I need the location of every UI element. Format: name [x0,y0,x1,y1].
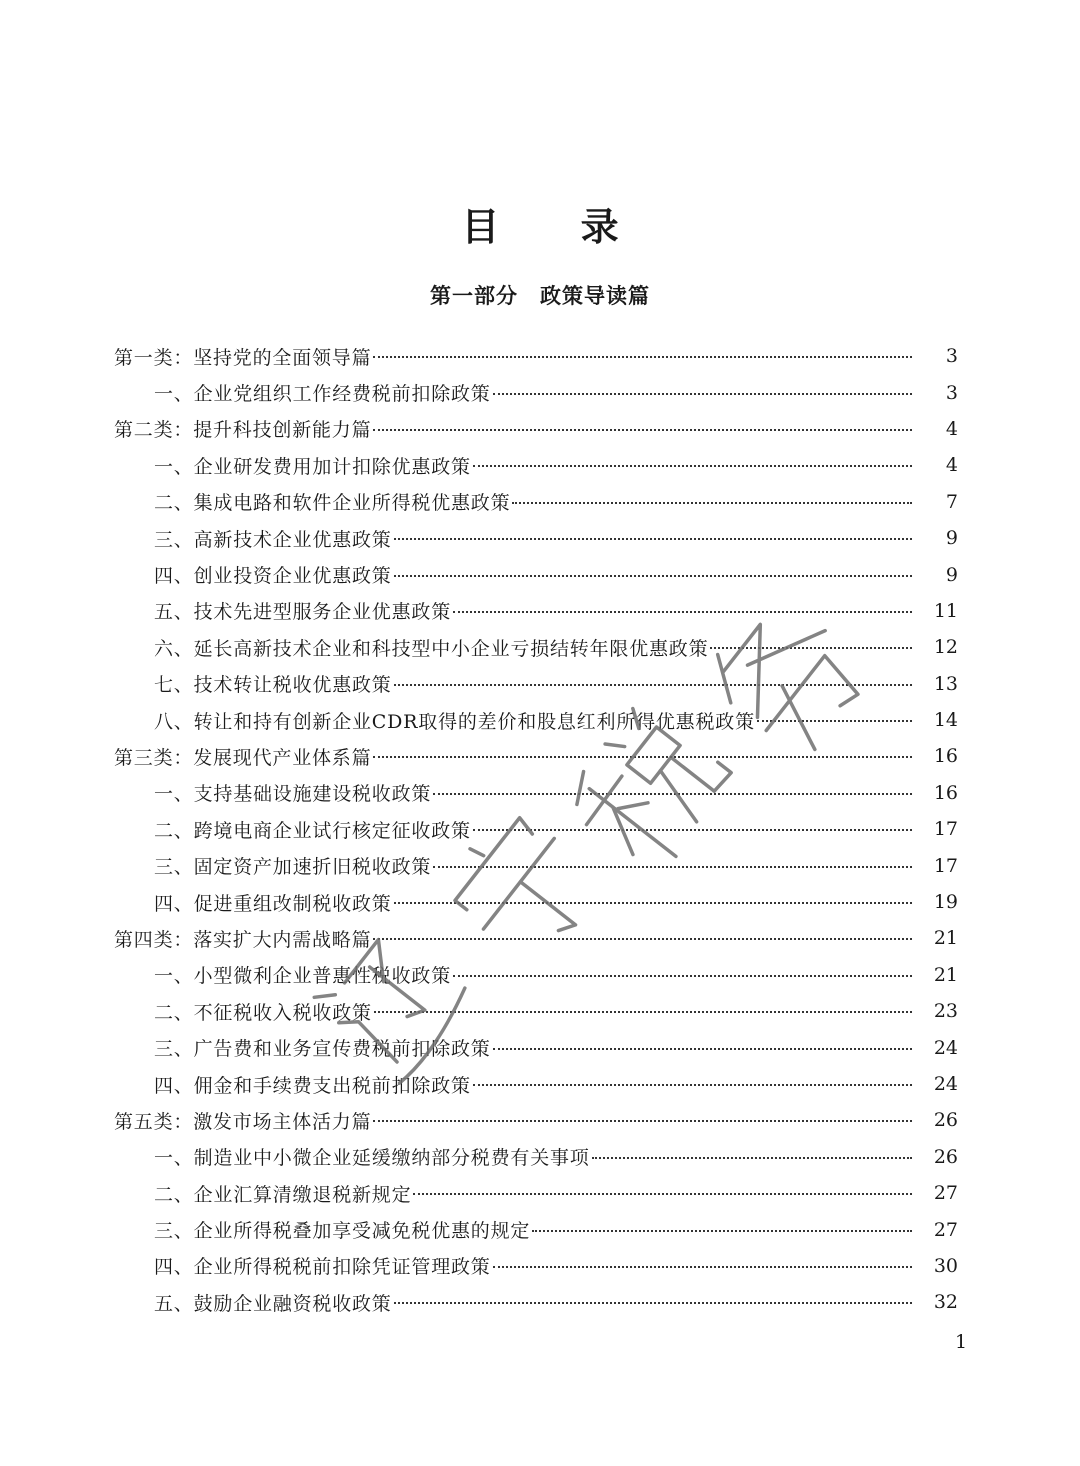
toc-entry-page: 24 [933,1036,958,1059]
dot-leader [373,938,912,940]
dot-leader [394,902,912,904]
dot-leader [373,1120,912,1122]
toc-entry-page: 27 [933,1182,958,1205]
toc-entry-label: 二、集成电路和软件企业所得税优惠政策 [154,492,511,515]
toc-entry-page: 4 [945,454,958,477]
toc-entry-label: 一、企业党组织工作经费税前扣除政策 [154,383,491,406]
toc-entry-page: 17 [933,854,958,877]
toc-item-row [114,847,958,883]
toc-entry-page: 26 [933,1109,958,1132]
toc-item-row [114,1211,958,1247]
toc-item-row [114,884,958,920]
toc-entry-label: 一、小型微利企业普惠性税收政策 [154,965,452,988]
toc-entry-page: 14 [933,709,958,732]
toc-section-row [114,920,958,956]
toc-entry-page: 3 [945,381,958,404]
toc-entry-label: 二、跨境电商企业试行核定征收政策 [154,819,471,842]
toc-entry-page: 11 [933,599,958,622]
toc-entry-page: 4 [945,417,958,440]
toc-entry-label: 第二类：提升科技创新能力篇 [114,419,372,442]
toc-item-row [114,629,958,665]
dot-leader [532,1230,912,1232]
toc-item-row [114,811,958,847]
toc-entry-label: 二、企业汇算清缴退税新规定 [154,1183,412,1206]
toc-item-row [114,1029,958,1065]
dot-leader [453,611,912,613]
dot-leader [394,1302,912,1304]
toc-entry-label: 四、企业所得税税前扣除凭证管理政策 [154,1256,491,1279]
toc-entry-label: 三、企业所得税叠加享受减免税优惠的规定 [154,1220,531,1243]
toc-entry-label: 二、不征税收入税收政策 [154,1001,372,1024]
toc-entry-label: 三、广告费和业务宣传费税前扣除政策 [154,1038,491,1061]
toc-entry-page: 13 [933,672,958,695]
toc-item-row [114,702,958,738]
toc-entry-page: 21 [933,963,958,986]
toc-entry-page: 32 [933,1291,958,1314]
dot-leader [373,429,912,431]
toc-item-row [114,1139,958,1175]
toc-entry-page: 12 [933,636,958,659]
dot-leader [374,1011,912,1013]
toc-item-row [114,520,958,556]
dot-leader [413,1193,912,1195]
dot-leader [592,1157,912,1159]
part-heading: 第一部分 政策导读篇 [430,283,650,308]
dot-leader [373,756,912,758]
toc-entry-page: 26 [933,1145,958,1168]
dot-leader [757,720,912,722]
dot-leader [512,502,912,504]
toc-entry-label: 八、转让和持有创新企业CDR取得的差价和股息红利所得优惠税政策 [154,710,755,733]
dot-leader [433,793,912,795]
toc-entry-page: 27 [933,1218,958,1241]
toc-entry-label: 第四类：落实扩大内需战略篇 [114,928,372,951]
dot-leader [453,975,912,977]
toc-entry-page: 21 [933,927,958,950]
toc-item-row [114,775,958,811]
toc-entry-label: 七、技术转让税收优惠政策 [154,674,392,697]
toc-entry-label: 一、支持基础设施建设税收政策 [154,783,432,806]
toc-entry-page: 3 [945,345,958,368]
dot-leader [473,829,912,831]
toc-item-row [114,957,958,993]
dot-leader [394,538,912,540]
toc-entry-page: 16 [933,781,958,804]
toc-entry-page: 17 [933,818,958,841]
toc-entry-label: 一、制造业中小微企业延缓缴纳部分税费有关事项 [154,1147,590,1170]
dot-leader [394,684,912,686]
page-number: 1 [955,1331,968,1353]
dot-leader [373,356,912,358]
toc-entry-label: 第三类：发展现代产业体系篇 [114,746,372,769]
dot-leader [394,575,912,577]
toc-item-row [114,484,958,520]
toc-entry-page: 24 [933,1073,958,1095]
toc-entry-label: 四、创业投资企业优惠政策 [154,565,392,588]
page-title: 目 录 [461,204,653,249]
dot-leader [473,465,912,467]
toc-entry-label: 三、高新技术企业优惠政策 [154,528,392,551]
toc-item-row [114,593,958,629]
dot-leader [710,647,912,649]
toc-entry-label: 第一类：坚持党的全面领导篇 [114,346,372,369]
toc-entry-label: 四、促进重组改制税收政策 [154,892,392,915]
toc-entry-label: 五、技术先进型服务企业优惠政策 [154,601,452,624]
toc-section-row [114,411,958,447]
table-of-contents [114,338,958,1321]
toc-section-row [114,338,958,374]
toc-entry-page: 16 [933,745,958,768]
dot-leader [493,1048,912,1050]
dot-leader [493,1266,912,1268]
toc-item-row [114,374,958,410]
toc-item-row [114,447,958,483]
toc-item-row [114,1284,958,1320]
toc-entry-page: 9 [945,527,958,550]
toc-entry-label: 六、延长高新技术企业和科技型中小企业亏损结转年限优惠政策 [154,637,709,660]
dot-leader [433,866,912,868]
toc-item-row [114,556,958,592]
toc-entry-page: 23 [933,1000,958,1023]
toc-item-row [114,1175,958,1211]
toc-entry-page: 9 [945,563,958,586]
toc-entry-label: 四、佣金和手续费支出税前扣除政策 [154,1074,471,1097]
toc-item-row [114,1248,958,1284]
toc-section-row [114,738,958,774]
toc-entry-label: 五、鼓励企业融资税收政策 [154,1292,392,1315]
dot-leader [493,393,912,395]
toc-item-row [114,993,958,1029]
toc-entry-label: 一、企业研发费用加计扣除优惠政策 [154,455,471,478]
toc-entry-label: 第五类：激发市场主体活力篇 [114,1110,372,1133]
dot-leader [473,1084,912,1086]
toc-entry-page: 30 [933,1254,958,1277]
toc-entry-page: 19 [933,891,958,914]
toc-entry-page: 7 [945,490,958,513]
toc-item-row [114,1066,958,1102]
toc-item-row [114,666,958,702]
toc-section-row [114,1102,958,1138]
toc-entry-label: 三、固定资产加速折旧税收政策 [154,856,432,879]
